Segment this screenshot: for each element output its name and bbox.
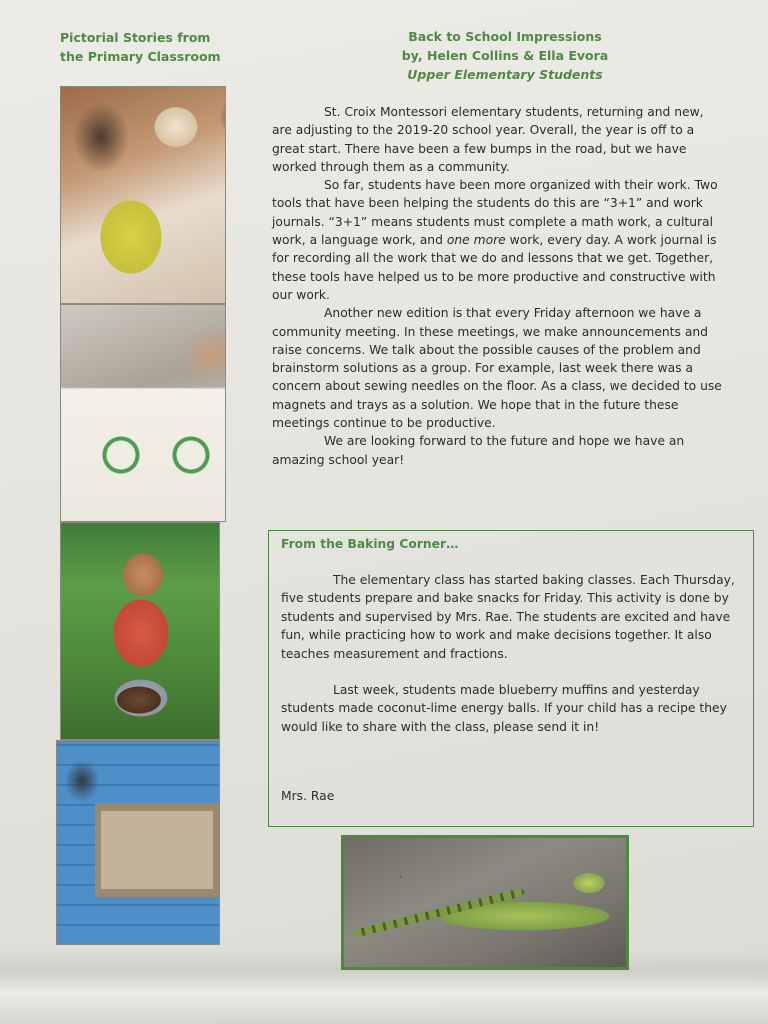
classroom-photo-child-bucket: [60, 522, 220, 740]
baking-paragraph: Last week, students made blueberry muffins and yesterday students made coconut-lime energy balls. If your child has a recipe they would like to share with the class, please send it in!: [281, 683, 727, 734]
classroom-photo-tray: [60, 86, 226, 304]
article-header: [340, 27, 670, 84]
article-emphasis: one more: [446, 233, 506, 248]
baking-corner-body: [281, 571, 746, 736]
article-paragraph: [272, 176, 724, 304]
article-text: work, every day. A work journal is for recording all the work that we do and lessons that we get. Together, these tools have helped us to be more productive and constructive with our work.: [272, 233, 717, 302]
iguana-tail: [353, 888, 525, 938]
baking-corner-box: [268, 530, 754, 827]
article-title: Back to School Impressions: [408, 29, 602, 44]
article-paragraph: St. Croix Montessori elementary students, returning and new, are adjusting to the 2019-20 school year. Overall, the year is off to a great start. There have been a few bumps in the road, but we have worked through them as a community.: [272, 105, 704, 174]
left-title-line2: the Primary Classroom: [60, 49, 221, 64]
article-body: [272, 103, 724, 469]
left-title-line1: Pictorial Stories from: [60, 30, 211, 45]
article-paragraph: We are looking forward to the future and hope we have an amazing school year!: [272, 434, 685, 467]
baking-paragraph: The elementary class has started baking classes. Each Thursday, five students prepare and bake snacks for Friday. This activity is done by students and supervised by Mrs. Rae. The students are excited and have fun, while practicing how to work and make decisions together. It also teaches measurement and fractions.: [281, 573, 735, 661]
article-subtitle: Upper Elementary Students: [407, 67, 603, 82]
article-paragraph: Another new edition is that every Friday afternoon we have a community meeting. In these meetings, we make announcements and raise concerns. We talk about the possible causes of the problem and brainstorm solutions as a group. For example, last week there was a concern about sewing needles on the floor. As a class, we decided to use magnets and trays as a solution. We hope that in the future these meetings continue to be productive.: [272, 306, 722, 431]
article-text: So far, students have been more organized with their work. Two tools that have been helping the students do this are “3+1” and work journals. “3+1” means students must complete a math work, a cultural work, a language work, and: [272, 178, 718, 248]
baking-signature: Mrs. Rae: [281, 789, 335, 803]
classroom-photo-pegboard: [56, 740, 220, 945]
article-authors: by, Helen Collins & Ella Evora: [401, 48, 609, 63]
iguana-photo: [341, 835, 629, 970]
section-title-pictorial: [60, 28, 230, 66]
baking-corner-title: From the Baking Corner…: [281, 537, 459, 551]
classroom-photo-magnifiers: [60, 304, 226, 522]
